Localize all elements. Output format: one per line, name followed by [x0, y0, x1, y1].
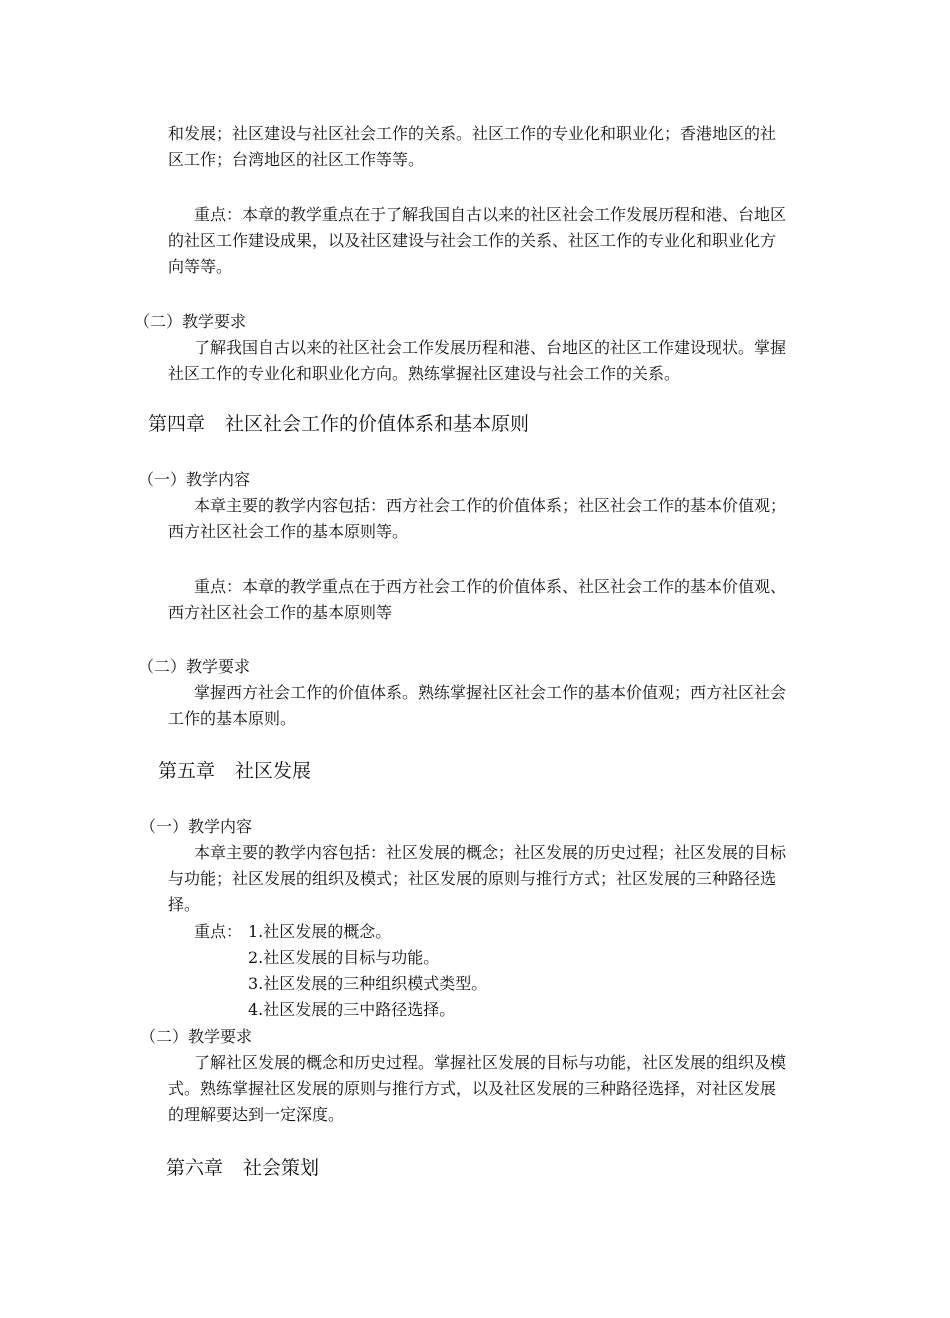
chapter-title: 社区发展	[235, 760, 312, 782]
paragraph-line: 本章主要的教学内容包括：社区发展的概念；社区发展的历史过程；社区发展的目标	[194, 843, 787, 862]
chapter-heading	[166, 1156, 319, 1180]
chapter-title: 社区社会工作的价值体系和基本原则	[225, 413, 530, 435]
paragraph-line: 西方社区社会工作的基本原则等。	[168, 522, 409, 541]
section-label-requirements: （二）教学要求	[140, 1027, 253, 1046]
paragraph-line: 社区工作的专业化和职业化方向。熟练掌握社区建设与社会工作的关系。	[168, 364, 681, 383]
section-label-content: （一）教学内容	[140, 817, 253, 836]
key-point-item: 4.社区发展的三中路径选择。	[248, 1000, 456, 1019]
chapter-number: 第六章	[166, 1157, 224, 1179]
paragraph-line: 了解社区发展的概念和历史过程。掌握社区发展的目标与功能，社区发展的组织及模	[194, 1053, 787, 1072]
paragraph-line: 和发展；社区建设与社区社会工作的关系。社区工作的专业化和职业化；香港地区的社	[168, 124, 777, 143]
key-points-line: 向等等。	[168, 257, 233, 276]
key-points-line: 重点：本章的教学重点在于西方社会工作的价值体系、社区社会工作的基本价值观、	[194, 577, 787, 596]
section-label-requirements: （二）教学要求	[138, 657, 251, 676]
paragraph-line: 择。	[168, 895, 201, 914]
chapter-heading	[148, 412, 529, 436]
key-point-item: 2.社区发展的目标与功能。	[248, 948, 440, 967]
key-point-item: 3.社区发展的三种组织模式类型。	[248, 974, 488, 993]
key-point-item: 1.社区发展的概念。	[248, 922, 392, 941]
paragraph-line: 式。熟练掌握社区发展的原则与推行方式，以及社区发展的三种路径选择，对社区发展	[168, 1079, 777, 1098]
chapter-number: 第四章	[148, 413, 206, 435]
paragraph-line: 了解我国自古以来的社区社会工作发展历程和港、台地区的社区工作建设现状。掌握	[194, 338, 787, 357]
paragraph-line: 工作的基本原则。	[168, 709, 297, 728]
key-points-line: 西方社区社会工作的基本原则等	[168, 603, 393, 622]
chapter-heading	[158, 759, 311, 783]
paragraph-line: 区工作；台湾地区的社区工作等等。	[168, 150, 425, 169]
paragraph-line: 本章主要的教学内容包括：西方社会工作的价值体系；社区社会工作的基本价值观；	[194, 496, 787, 515]
chapter-title: 社会策划	[243, 1157, 320, 1179]
key-points-line: 的社区工作建设成果，以及社区建设与社会工作的关系、社区工作的专业化和职业化方	[168, 231, 777, 250]
paragraph-line: 的理解要达到一定深度。	[168, 1105, 345, 1124]
paragraph-line: 与功能；社区发展的组织及模式；社区发展的原则与推行方式；社区发展的三种路径选	[168, 869, 777, 888]
section-label-content: （一）教学内容	[138, 470, 251, 489]
section-label-requirements: （二）教学要求	[134, 312, 247, 331]
key-points-line: 重点：本章的教学重点在于了解我国自古以来的社区社会工作发展历程和港、台地区	[194, 205, 787, 224]
paragraph-line: 掌握西方社会工作的价值体系。熟练掌握社区社会工作的基本价值观；西方社区社会	[194, 683, 787, 702]
chapter-number: 第五章	[158, 760, 216, 782]
key-points-label: 重点：	[194, 922, 243, 941]
